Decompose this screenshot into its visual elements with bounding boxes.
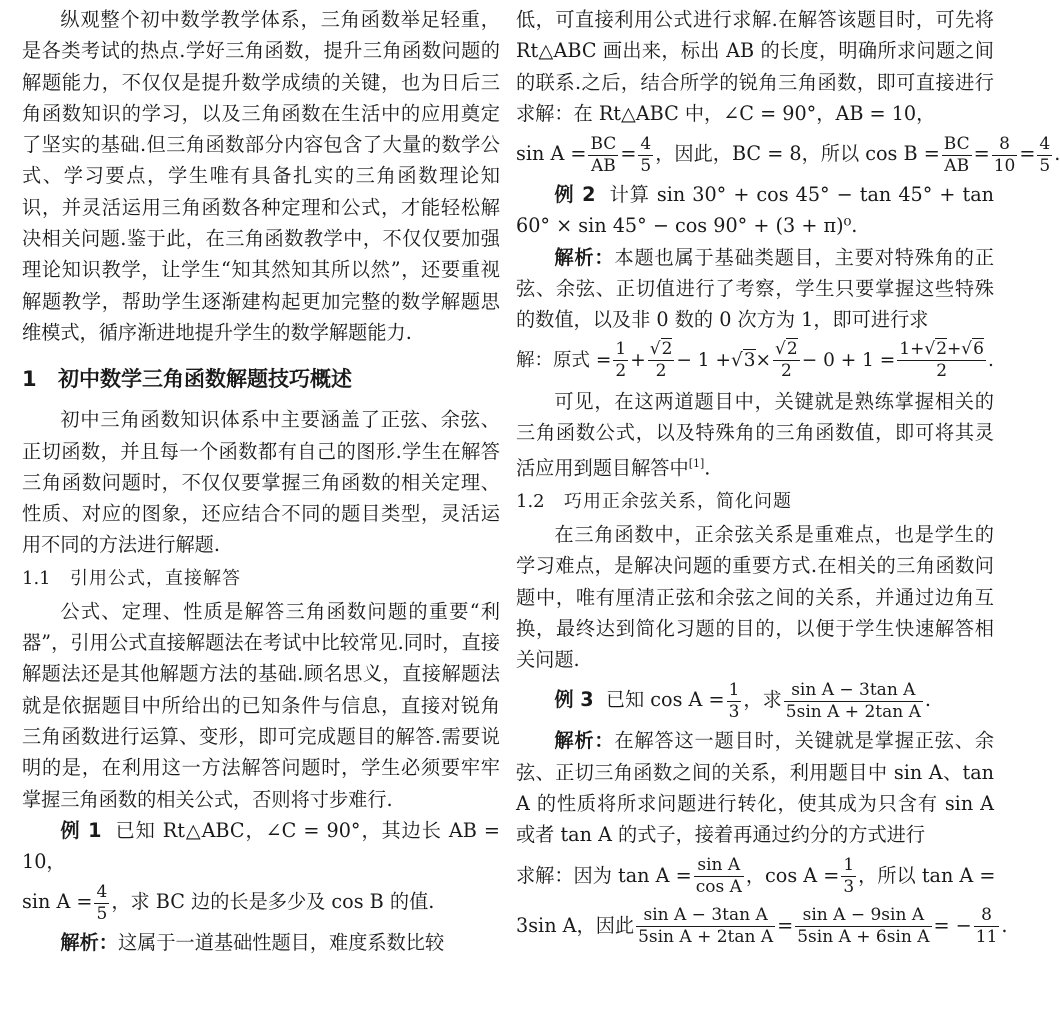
- frac-denominator: 2: [780, 361, 792, 382]
- frac-numerator: 8: [992, 134, 1018, 156]
- fraction-sin-cos: [694, 855, 744, 898]
- solution-text: 本题也属于基础类题目，主要对特殊角的正弦、余弦、正切值进行了考察，学生只要掌握这些特殊的数值，以及非 0 数的 0 次方为 1，即可进行求: [516, 245, 995, 332]
- equals: =: [777, 913, 794, 937]
- example-2-text: 计算 sin 30° + cos 45° − tan 45° + tan 60° × sin 45° − cos 90° + (3 + π)⁰.: [516, 183, 995, 238]
- m4-start: 3sin A，因此: [516, 913, 635, 937]
- frac-numerator: 1+√2+√6: [899, 339, 984, 360]
- frac-denominator: 5sin A + 2tan A: [638, 927, 774, 948]
- fraction-bc-ab: [588, 134, 618, 177]
- example-3-solution-line-1: [516, 851, 994, 901]
- fraction-8-11: [974, 905, 1000, 948]
- example-3-solution: [516, 725, 994, 850]
- frac-numerator: sin A − 3tan A: [784, 680, 923, 702]
- solution-text: 这属于一道基础性题目，难度系数比较: [117, 931, 445, 955]
- period: .: [704, 456, 711, 480]
- example-1-solution-continued: 低，可直接利用公式进行求解.在解答该题目时，可先将 Rt△ABC 画出来，标出 AB 的长度，明确所求问题之间的联系.之后，结合所学的锐角三角函数，即可直接进行求解：在 Rt△ABC 中，∠C = 90°，AB = 10，: [516, 8, 994, 125]
- solution-text: 在解答这一题目时，关键就是掌握正弦、余弦、正切三角函数之间的关系，利用题目中 sin A、tan A 的性质将所求问题进行转化，使其成为只含有 sin A 或者 tan A 的式子，接着再通过约分的方式进行: [516, 729, 995, 847]
- section-1-1-heading: [22, 563, 500, 594]
- solution-label: 解析：: [554, 245, 615, 269]
- frac-numerator: sin A − 9sin A: [795, 905, 931, 927]
- equals-minus: = −: [933, 913, 972, 937]
- frac-denominator: 5: [1039, 155, 1051, 176]
- example-3: [516, 675, 994, 725]
- period: .: [924, 688, 931, 712]
- m2-start: 解：原式 =: [516, 349, 612, 371]
- m2-middle: − 1 +: [676, 349, 731, 371]
- solution-label: 解析：: [60, 931, 118, 955]
- frac-denominator: AB: [591, 155, 616, 176]
- section-1-2-number: 1.2: [516, 490, 545, 512]
- frac-denominator: 2: [615, 361, 627, 382]
- radicand: 2: [786, 339, 798, 360]
- period: .: [1054, 142, 1060, 166]
- frac-numerator: sin A − 3tan A: [636, 905, 775, 927]
- example-1-sin: sin A =: [22, 890, 93, 914]
- example-2-label: 例 2: [554, 183, 596, 207]
- section-1-2-title: 巧用正余弦关系，简化问题: [564, 490, 792, 512]
- section-1-paragraph: 初中三角函数知识体系中主要涵盖了正弦、余弦、正切函数，并且每一个函数都有自己的图形.学生在解答三角函数问题时，不仅仅要掌握三角函数的相关定理、性质、对应的图象，还应结合不同的题目类型，灵活运用不同的方法进行解题.: [22, 408, 500, 557]
- section-1-2-heading: [516, 486, 994, 517]
- section-1-1-title: 引用公式，直接解答: [70, 567, 241, 589]
- example-1-label: 例 1: [60, 818, 102, 842]
- section-1-title: 初中数学三角函数解题技巧概述: [58, 367, 352, 392]
- summary-paragraph: [516, 386, 994, 484]
- example-1-formula-line: [22, 877, 500, 927]
- frac-denominator: 5: [640, 155, 652, 176]
- frac-denominator: 3: [843, 877, 855, 898]
- example-1: [22, 815, 500, 878]
- fraction-4-5: [1037, 134, 1052, 177]
- frac-numerator: 1: [843, 855, 855, 876]
- frac-numerator: 4: [1039, 133, 1051, 154]
- fraction-expression: [784, 680, 923, 723]
- radicand: 6: [973, 339, 984, 360]
- fraction-4-5: [638, 134, 653, 177]
- fraction-1-2: [613, 339, 628, 382]
- frac-numerator: 1: [728, 679, 740, 700]
- frac-denominator: 2: [936, 361, 948, 382]
- plus: +: [630, 349, 646, 371]
- period: .: [1001, 913, 1008, 937]
- fraction-result: [897, 339, 986, 382]
- example-1-solution: [22, 927, 500, 958]
- times: ×: [755, 349, 772, 371]
- solution-label: 解析：: [554, 729, 615, 753]
- frac-numerator: 8: [974, 905, 1000, 927]
- plus: +: [947, 339, 962, 360]
- frac-denominator: cos A: [695, 877, 742, 898]
- frac-denominator: 5sin A + 2tan A: [785, 701, 921, 722]
- radicand: 2: [661, 339, 673, 360]
- frac-numerator: √2: [649, 339, 673, 360]
- frac-numerator: BC: [590, 133, 617, 154]
- frac-numerator: BC: [943, 133, 970, 154]
- section-1-1-number: 1.1: [22, 567, 51, 589]
- fraction-4-5: [94, 882, 109, 925]
- intro-paragraph: 纵观整个初中数学教学体系，三角函数举足轻重，是各类考试的热点.学好三角函数，提升三角函数问题的解题能力，不仅仅是提升数学成绩的关键，也为日后三角函数知识的学习，以及三角函数在生活中的应用奠定了坚实的基础.但三角函数部分内容包含了大量的数学公式、学习要点，学生唯有具备扎实的三角函数理论知识，并灵活运用三角函数各种定理和公式，才能轻松解决相关问题.鉴于此，在三角函数教学中，不仅仅要加强理论知识教学，让学生“知其然知其所以然”，还要重视解题教学，帮助学生逐渐建构起更加完整的数学解题思维模式，循序渐进地提升学生的数学解题能力.: [22, 8, 500, 344]
- section-1-heading: [22, 362, 500, 396]
- section-1-number: 1: [22, 367, 37, 392]
- right-column: [516, 0, 1060, 1018]
- fraction-expression-substituted: [795, 905, 931, 948]
- ex3-given: 已知 cos A =: [605, 688, 725, 712]
- left-column: [22, 0, 500, 1018]
- frac-denominator: 3: [728, 701, 740, 722]
- fraction-1-3: [841, 855, 856, 898]
- frac-denominator: 5: [96, 903, 108, 924]
- example-1-tail: ，求 BC 边的长是多少及 cos B 的值.: [111, 890, 435, 914]
- example-1-text: 已知 Rt△ABC，∠C = 90°，其边长 AB = 10，: [22, 818, 500, 874]
- frac-denominator: 11: [975, 927, 998, 948]
- frac-denominator: 10: [993, 155, 1016, 176]
- radicand: 2: [936, 339, 948, 360]
- fraction-expression: [636, 905, 775, 948]
- radicand: 3: [743, 349, 756, 371]
- section-1-1-paragraph: 公式、定理、性质是解答三角函数问题的重要“利器”，引用公式直接解题法在考试中比较常见.同时，直接解题法还是其他解题方法的基础.顾名思义，直接解题法就是依据题目中所给出的已知条件与信息，直接对锐角三角函数进行运算、变形，即可完成题目的解答.需要说明的是，在利用这一方法解答问题时，学生必须要牢牢掌握三角函数的相关公式，否则将寸步难行.: [22, 599, 500, 811]
- frac-denominator: AB: [944, 155, 970, 176]
- m3-start: 求解：因为 tan A =: [516, 863, 692, 887]
- fraction-bc-ab: [942, 134, 972, 177]
- frac-numerator: √2: [775, 339, 798, 360]
- m3-end: ，所以 tan A =: [858, 863, 996, 887]
- example-2-solution: [516, 242, 994, 336]
- summary-text: 可见，在这两道题目中，关键就是熟练掌握相关的三角函数公式，以及特殊角的三角函数值，即可将其灵活应用到题目解答中: [516, 389, 994, 480]
- fraction-1-3: [727, 680, 742, 723]
- equals: =: [973, 142, 990, 166]
- equals: =: [620, 142, 637, 166]
- m1-middle: ，因此，BC = 8，所以 cos B =: [655, 142, 940, 166]
- m3-middle: ，cos A =: [745, 863, 840, 887]
- frac-denominator: 2: [655, 361, 667, 382]
- frac-numerator: 4: [96, 881, 108, 902]
- m2-tail: − 0 + 1 =: [801, 349, 896, 371]
- equals: =: [1019, 142, 1036, 166]
- ex3-ask: ，求: [743, 688, 782, 712]
- num-part: 1+: [899, 339, 925, 360]
- citation-ref: [1]: [688, 457, 705, 471]
- section-1-2-paragraph: 在三角函数中，正余弦关系是重难点，也是学生的学习难点，是解决问题的重要方式.在相关的三角函数问题中，唯有厘清正弦和余弦之间的关系，并通过边角互换，最终达到简化习题的目的，以便于学生快速解答相关问题.: [516, 522, 994, 672]
- frac-numerator: 1: [615, 339, 627, 360]
- example-3-solution-line-2: [516, 901, 1008, 951]
- frac-numerator: sin A: [694, 855, 744, 877]
- example-1-result-line: [516, 129, 1060, 179]
- m1-sin: sin A =: [516, 142, 587, 166]
- frac-denominator: 5sin A + 6sin A: [797, 927, 930, 948]
- example-3-label: 例 3: [554, 688, 594, 712]
- example-2-result-line: 解：原式 = $\frac{1}{2}$ + $\frac{√2}{2}$ − 1 +√3× $\frac{√2}{2}$ − 0 + 1 = $\frac{1+√2+√6}{2}$ .: [516, 339, 994, 382]
- fraction-8-10: [992, 134, 1018, 177]
- fraction-sqrt2-2: [648, 339, 675, 382]
- example-2: [516, 179, 994, 242]
- frac-numerator: 4: [640, 133, 652, 154]
- period: .: [987, 349, 994, 371]
- fraction-sqrt2-2: [773, 339, 800, 382]
